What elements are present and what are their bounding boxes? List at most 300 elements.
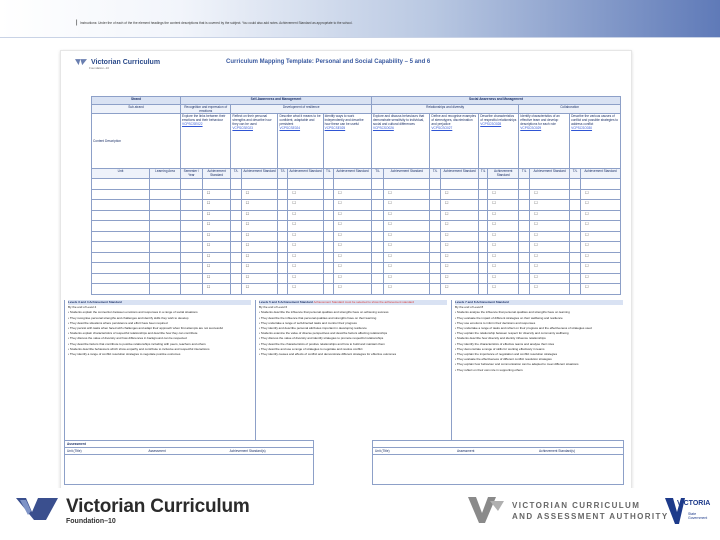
table-cell xyxy=(181,242,203,253)
content-desc-label: Content Description xyxy=(92,114,181,169)
table-cell xyxy=(323,242,333,253)
table-cell xyxy=(202,179,231,190)
tick-checkbox[interactable]: ☐ xyxy=(288,273,323,284)
tick-checkbox[interactable]: ☐ xyxy=(334,231,372,242)
vic-state-1: State xyxy=(688,512,697,516)
tick-checkbox[interactable]: ☐ xyxy=(488,221,519,232)
sub-col-header: Achievement Standard xyxy=(530,169,570,179)
table-cell xyxy=(231,200,241,211)
vcaa-logo-icon xyxy=(468,497,504,523)
standard-item: • Students describe the influence that personal qualities and strengths have on achieving success xyxy=(259,310,447,315)
table-cell xyxy=(231,284,241,295)
table-row xyxy=(92,252,621,263)
table-cell xyxy=(430,179,441,190)
tick-checkbox[interactable]: ☐ xyxy=(202,200,231,211)
content-desc-cell xyxy=(323,114,371,169)
table-cell xyxy=(430,252,441,263)
content-desc-cell xyxy=(430,114,479,169)
tick-checkbox[interactable]: ☐ xyxy=(384,231,430,242)
instructions xyxy=(76,20,560,26)
col-unit: Unit xyxy=(92,169,150,179)
table-row xyxy=(92,221,621,232)
tick-checkbox[interactable]: ☐ xyxy=(202,242,231,253)
table-cell xyxy=(479,231,488,242)
sub-col-header: Achievement Standard xyxy=(384,169,430,179)
content-desc-cell xyxy=(371,114,429,169)
table-row xyxy=(92,242,621,253)
sub-col-header: T/L xyxy=(371,169,383,179)
table-cell xyxy=(430,263,441,274)
level-3-4-panel xyxy=(64,300,254,440)
tick-checkbox[interactable]: ☐ xyxy=(202,284,231,295)
table-cell xyxy=(92,189,150,200)
assessment-right-col: Assessment xyxy=(457,449,475,453)
table-cell xyxy=(479,284,488,295)
table-cell xyxy=(92,284,150,295)
table-cell xyxy=(570,200,581,211)
content-desc-text: Describe the various causes of conflict and possible strategies to address conflict xyxy=(571,114,619,126)
table-cell xyxy=(384,179,430,190)
sub-col-header: T/L xyxy=(231,169,241,179)
table-cell xyxy=(519,189,530,200)
standard-item: • They explain the relationship between respect for diversity and community wellbeing xyxy=(455,331,623,336)
tick-checkbox[interactable]: ☐ xyxy=(288,263,323,274)
tick-checkbox[interactable]: ☐ xyxy=(530,263,570,274)
tick-checkbox[interactable]: ☐ xyxy=(202,231,231,242)
content-desc-cell xyxy=(570,114,621,169)
tick-checkbox[interactable]: ☐ xyxy=(202,221,231,232)
table-cell xyxy=(278,284,288,295)
table-cell xyxy=(288,179,323,190)
table-cell xyxy=(519,231,530,242)
sub-col-header: Achievement Standard xyxy=(488,169,519,179)
table-cell xyxy=(519,200,530,211)
standard-item: • They undertake a range of tasks and reflect on their progress and the effectiveness of strategies used xyxy=(455,326,623,331)
table-cell xyxy=(430,221,441,232)
tick-checkbox[interactable]: ☐ xyxy=(241,200,278,211)
standard-item: • They discuss the value of diversity and identify strategies to promote respectful relationships xyxy=(259,336,447,341)
table-cell xyxy=(570,231,581,242)
standard-item: • They explain how behaviour and communication can be adapted to meet different situations xyxy=(455,362,623,367)
tick-checkbox[interactable]: ☐ xyxy=(384,242,430,253)
tick-checkbox[interactable]: ☐ xyxy=(202,189,231,200)
standard-item: • They describe factors that contribute to positive relationships including with peers, teachers and others xyxy=(68,342,251,347)
table-cell xyxy=(181,221,203,232)
tick-checkbox[interactable]: ☐ xyxy=(384,263,430,274)
standard-item: • Students explain the connection between emotions and responses in a range of social situations xyxy=(68,310,251,315)
standard-item: • They identify and describe personal attributes important in developing resilience xyxy=(259,326,447,331)
top-rule xyxy=(0,37,720,38)
assessment-left-title: Assessment xyxy=(65,441,313,448)
tick-checkbox[interactable]: ☐ xyxy=(202,263,231,274)
tick-checkbox[interactable]: ☐ xyxy=(384,189,430,200)
tick-checkbox[interactable]: ☐ xyxy=(440,252,478,263)
content-desc-text: Identify ways to work independently and describe how these can be useful xyxy=(324,114,364,126)
vic-state xyxy=(688,512,707,520)
table-cell xyxy=(580,179,620,190)
table-cell xyxy=(570,210,581,221)
tick-checkbox[interactable]: ☐ xyxy=(440,242,478,253)
tick-checkbox[interactable]: ☐ xyxy=(530,231,570,242)
table-cell xyxy=(150,242,181,253)
tick-checkbox[interactable]: ☐ xyxy=(241,210,278,221)
table-row xyxy=(92,263,621,274)
tick-checkbox[interactable]: ☐ xyxy=(334,263,372,274)
table-cell xyxy=(150,200,181,211)
sub-col-header: Achievement Standard xyxy=(241,169,278,179)
tick-checkbox[interactable]: ☐ xyxy=(384,273,430,284)
table-cell xyxy=(231,189,241,200)
tick-checkbox[interactable]: ☐ xyxy=(334,189,372,200)
vcaa-text xyxy=(512,500,669,522)
table-cell xyxy=(371,210,383,221)
strand-label: Strand xyxy=(92,97,181,105)
table-cell xyxy=(430,189,441,200)
content-desc-text: Describe what it means to be confident, adaptable and persistent xyxy=(279,114,321,126)
top-gradient-band xyxy=(0,0,720,38)
table-row xyxy=(92,200,621,211)
table-cell xyxy=(181,231,203,242)
tick-checkbox[interactable]: ☐ xyxy=(580,210,620,221)
tick-checkbox[interactable]: ☐ xyxy=(288,221,323,232)
table-cell xyxy=(231,273,241,284)
tick-checkbox[interactable]: ☐ xyxy=(288,242,323,253)
content-desc-code-link[interactable]: VCPSCSE022 xyxy=(182,122,203,126)
table-cell xyxy=(181,263,203,274)
standard-item: • They explain the importance of negotiation and conflict resolution strategies xyxy=(455,352,623,357)
table-cell xyxy=(323,284,333,295)
level-5-6-warning: Achievement Standard must be selected to show the achievement standard xyxy=(313,300,414,304)
table-cell xyxy=(150,231,181,242)
standard-item: • They use emotions to inform their decisions and responses xyxy=(455,321,623,326)
tick-checkbox[interactable]: ☐ xyxy=(241,231,278,242)
table-cell xyxy=(519,179,530,190)
table-cell xyxy=(150,221,181,232)
sub-col-header: Achievement Standard xyxy=(288,169,323,179)
content-desc-code-link[interactable]: VCPSCSO029 xyxy=(520,126,542,130)
assessment-right-col: Unit (Title) xyxy=(375,449,390,453)
table-cell xyxy=(570,284,581,295)
tick-checkbox[interactable]: ☐ xyxy=(241,252,278,263)
tick-checkbox[interactable]: ☐ xyxy=(241,221,278,232)
table-cell xyxy=(479,221,488,232)
table-cell xyxy=(371,189,383,200)
tick-checkbox[interactable]: ☐ xyxy=(384,221,430,232)
table-cell xyxy=(231,242,241,253)
strand-a: Self-Awareness and Management xyxy=(181,97,372,105)
tick-checkbox[interactable]: ☐ xyxy=(488,252,519,263)
tick-checkbox[interactable]: ☐ xyxy=(241,273,278,284)
sub-col-header: T/L xyxy=(570,169,581,179)
tick-checkbox[interactable]: ☐ xyxy=(288,189,323,200)
table-cell xyxy=(92,200,150,211)
table-cell xyxy=(92,252,150,263)
table-cell xyxy=(181,210,203,221)
standard-item: • They describe and use a range of strategies to negotiate and resolve conflict xyxy=(259,347,447,352)
sub-strand-3: Relationships and diversity xyxy=(371,105,518,114)
standard-item: • They persist with tasks when faced with challenges and adapt their approach when first attempts are not successful xyxy=(68,326,251,331)
tick-checkbox[interactable]: ☐ xyxy=(384,284,430,295)
table-cell xyxy=(278,200,288,211)
tick-checkbox[interactable]: ☐ xyxy=(530,210,570,221)
table-cell xyxy=(181,252,203,263)
sub-col-header: T/L xyxy=(479,169,488,179)
tick-checkbox[interactable]: ☐ xyxy=(580,242,620,253)
table-cell xyxy=(371,263,383,274)
table-cell xyxy=(231,231,241,242)
table-cell xyxy=(371,221,383,232)
table-cell xyxy=(530,179,570,190)
tick-checkbox[interactable]: ☐ xyxy=(384,210,430,221)
tick-checkbox[interactable]: ☐ xyxy=(288,284,323,295)
table-cell xyxy=(150,252,181,263)
tick-checkbox[interactable]: ☐ xyxy=(488,284,519,295)
tick-checkbox[interactable]: ☐ xyxy=(241,284,278,295)
sub-col-header: Achievement Standard xyxy=(440,169,478,179)
tick-checkbox[interactable]: ☐ xyxy=(334,210,372,221)
table-row xyxy=(92,231,621,242)
table-cell xyxy=(519,221,530,232)
sub-strand-4: Collaboration xyxy=(519,105,621,114)
tick-checkbox[interactable]: ☐ xyxy=(241,263,278,274)
table-cell xyxy=(479,242,488,253)
table-cell xyxy=(479,263,488,274)
tick-checkbox[interactable]: ☐ xyxy=(488,210,519,221)
tick-checkbox[interactable]: ☐ xyxy=(384,200,430,211)
table-cell xyxy=(92,263,150,274)
tick-checkbox[interactable]: ☐ xyxy=(580,284,620,295)
table-cell xyxy=(371,242,383,253)
tick-checkbox[interactable]: ☐ xyxy=(288,200,323,211)
table-cell xyxy=(430,200,441,211)
table-cell xyxy=(430,210,441,221)
tick-checkbox[interactable]: ☐ xyxy=(530,273,570,284)
tick-checkbox[interactable]: ☐ xyxy=(288,210,323,221)
tick-checkbox[interactable]: ☐ xyxy=(530,242,570,253)
assessment-left-cols xyxy=(65,448,313,455)
tick-checkbox[interactable]: ☐ xyxy=(580,189,620,200)
tick-checkbox[interactable]: ☐ xyxy=(488,189,519,200)
tick-checkbox[interactable]: ☐ xyxy=(580,200,620,211)
content-desc-cell xyxy=(519,114,570,169)
table-cell xyxy=(371,284,383,295)
table-cell xyxy=(479,252,488,263)
tick-checkbox[interactable]: ☐ xyxy=(440,231,478,242)
content-desc-text: Explore the links between their emotions and their behaviour xyxy=(182,114,226,122)
instructions-text: Instructions: Under the of each of the the element headings the content descriptions that is covered by the subject. You could also add notes. Achievement Standard as appropriate to the school. xyxy=(80,21,353,25)
standard-item: • They describe the influence that personal qualities and strengths have on their learning xyxy=(259,316,447,321)
table-cell xyxy=(323,273,333,284)
tick-checkbox[interactable]: ☐ xyxy=(202,252,231,263)
assessment-left-col: Unit (Title) xyxy=(67,449,82,453)
content-desc-code-link[interactable]: VCPSCSO027 xyxy=(431,126,453,130)
table-cell xyxy=(323,231,333,242)
level-7-8-panel xyxy=(451,300,626,440)
table-cell xyxy=(430,273,441,284)
standard-item: • They reflect on their own role in supporting others xyxy=(455,368,623,373)
table-cell xyxy=(150,284,181,295)
vic-word: VICTORIA xyxy=(677,500,711,507)
table-cell xyxy=(231,179,241,190)
table-cell xyxy=(323,179,333,190)
standard-item: • They demonstrate a range of skills for working effectively in teams xyxy=(455,347,623,352)
table-cell xyxy=(430,231,441,242)
level-3-4-title: Levels 3 and 4 Achievement Standard xyxy=(68,300,251,305)
tick-checkbox[interactable]: ☐ xyxy=(580,273,620,284)
table-cell xyxy=(278,263,288,274)
tick-checkbox[interactable]: ☐ xyxy=(580,252,620,263)
content-desc-code-link[interactable]: VCPSCSE023 xyxy=(232,126,253,130)
tick-checkbox[interactable]: ☐ xyxy=(488,242,519,253)
level-7-8-title: Levels 7 and 8 Achievement Standard xyxy=(455,300,623,305)
table-row xyxy=(92,284,621,295)
table-cell xyxy=(323,221,333,232)
table-cell xyxy=(479,179,488,190)
tick-checkbox[interactable]: ☐ xyxy=(488,273,519,284)
tick-checkbox[interactable]: ☐ xyxy=(241,242,278,253)
standard-item: • Students explain characteristics of respectful relationships and describe how they can contribute xyxy=(68,331,251,336)
table-cell xyxy=(323,210,333,221)
tick-checkbox[interactable]: ☐ xyxy=(288,252,323,263)
table-row xyxy=(92,210,621,221)
tick-checkbox[interactable]: ☐ xyxy=(530,252,570,263)
table-cell xyxy=(231,210,241,221)
vcaa-line-2: AND ASSESSMENT AUTHORITY xyxy=(512,512,669,521)
tick-checkbox[interactable]: ☐ xyxy=(288,231,323,242)
sub-strand-label: Sub-strand xyxy=(92,105,181,114)
tick-checkbox[interactable]: ☐ xyxy=(580,221,620,232)
standard-item: • They undertake a range of self-directed tasks and monitor their progress xyxy=(259,321,447,326)
tick-checkbox[interactable]: ☐ xyxy=(440,221,478,232)
content-desc-cell xyxy=(479,114,519,169)
doc-title: Curriculum Mapping Template: Personal and Social Capability – 5 and 6 xyxy=(226,59,431,65)
tick-checkbox[interactable]: ☐ xyxy=(334,252,372,263)
assessment-right-cols xyxy=(373,448,623,455)
tick-checkbox[interactable]: ☐ xyxy=(440,273,478,284)
standard-item: • They discuss the value of diversity and how differences in background can be respected xyxy=(68,336,251,341)
tick-checkbox[interactable]: ☐ xyxy=(440,284,478,295)
table-cell xyxy=(488,179,519,190)
table-row xyxy=(92,189,621,200)
table-cell xyxy=(231,252,241,263)
table-cell xyxy=(181,200,203,211)
table-cell xyxy=(231,263,241,274)
tick-checkbox[interactable]: ☐ xyxy=(384,252,430,263)
doc-logo xyxy=(75,59,160,70)
standard-item: • They identify the characteristics of effective teams and analyse their roles xyxy=(455,342,623,347)
text-cursor-icon: | xyxy=(76,20,78,26)
content-desc-code-link[interactable]: VCPSCSO028 xyxy=(480,122,502,126)
sub-strand-2: Development of resilience xyxy=(231,105,372,114)
tick-checkbox[interactable]: ☐ xyxy=(440,263,478,274)
content-desc-text: Describe characteristics of respectful relationships xyxy=(480,114,517,122)
content-desc-code-link[interactable]: VCPSCSO030 xyxy=(571,126,593,130)
vc-sub: Foundation–10 xyxy=(66,518,116,525)
tick-checkbox[interactable]: ☐ xyxy=(488,263,519,274)
table-cell xyxy=(570,189,581,200)
table-cell xyxy=(570,221,581,232)
tick-checkbox[interactable]: ☐ xyxy=(530,200,570,211)
table-cell xyxy=(278,210,288,221)
table-cell xyxy=(371,252,383,263)
sub-col-header: Achievement Standard xyxy=(202,169,231,179)
table-cell xyxy=(150,273,181,284)
tick-checkbox[interactable]: ☐ xyxy=(530,189,570,200)
table-cell xyxy=(519,242,530,253)
tick-checkbox[interactable]: ☐ xyxy=(488,200,519,211)
standard-item: • Students describe behaviours which show empathy and contribute to inclusive and respectful interactions xyxy=(68,347,251,352)
table-cell xyxy=(92,210,150,221)
tick-checkbox[interactable]: ☐ xyxy=(241,189,278,200)
doc-logo-sub: Foundation–10 xyxy=(89,66,110,70)
vcaa-line-1: VICTORIAN CURRICULUM xyxy=(512,501,641,510)
tick-checkbox[interactable]: ☐ xyxy=(440,189,478,200)
level-3-4-sub: By the end of Level 4 xyxy=(68,305,97,310)
table-cell xyxy=(570,263,581,274)
tick-checkbox[interactable]: ☐ xyxy=(530,221,570,232)
assessment-right-col: Achievement Standard(s) xyxy=(539,449,575,453)
content-desc-cell xyxy=(231,114,278,169)
content-desc-code-link[interactable]: VCPSCSE024 xyxy=(279,126,301,130)
level-5-6-title-text: Levels 5 and 6 Achievement Standard xyxy=(259,300,313,304)
vc-title: Victorian Curriculum xyxy=(66,496,250,517)
tick-checkbox[interactable]: ☐ xyxy=(202,273,231,284)
level-5-6-sub: By the end of Level 6 xyxy=(259,305,288,310)
table-cell xyxy=(570,252,581,263)
sub-col-header: Achievement Standard xyxy=(334,169,372,179)
standard-item: • Students examine the value of diverse perspectives and describe factors affecting relationships xyxy=(259,331,447,336)
tick-checkbox[interactable]: ☐ xyxy=(530,284,570,295)
table-row xyxy=(92,179,621,190)
content-desc-cell xyxy=(278,114,323,169)
vic-state-2: Government xyxy=(688,516,708,520)
table-cell xyxy=(278,242,288,253)
table-cell xyxy=(334,179,372,190)
tick-checkbox[interactable]: ☐ xyxy=(488,231,519,242)
tick-checkbox[interactable]: ☐ xyxy=(334,273,372,284)
strand-b: Social Awareness and Management xyxy=(371,97,620,105)
tick-checkbox[interactable]: ☐ xyxy=(334,221,372,232)
table-cell xyxy=(92,273,150,284)
assessment-left-col: Achievement Standard(s) xyxy=(229,449,266,453)
tick-checkbox[interactable]: ☐ xyxy=(334,284,372,295)
tick-checkbox[interactable]: ☐ xyxy=(334,200,372,211)
col-learning: Learning Area xyxy=(150,169,181,179)
sub-col-header: T/L xyxy=(430,169,441,179)
tick-checkbox[interactable]: ☐ xyxy=(580,231,620,242)
content-desc-text: Define and recognise examples of stereotypes, discrimination and prejudice xyxy=(431,114,477,126)
tick-checkbox[interactable]: ☐ xyxy=(202,210,231,221)
table-cell xyxy=(278,273,288,284)
table-cell xyxy=(92,242,150,253)
tick-checkbox[interactable]: ☐ xyxy=(440,210,478,221)
sub-col-header: T/L xyxy=(519,169,530,179)
table-cell xyxy=(430,242,441,253)
table-cell xyxy=(231,221,241,232)
table-cell xyxy=(479,200,488,211)
table-cell xyxy=(92,179,150,190)
table-cell xyxy=(371,231,383,242)
standard-item: • They evaluate the impact of different strategies on their wellbeing and resilience xyxy=(455,316,623,321)
content-desc-code-link[interactable]: VCPSCSO026 xyxy=(372,126,394,130)
tick-checkbox[interactable]: ☐ xyxy=(440,200,478,211)
table-cell xyxy=(519,284,530,295)
content-desc-code-link[interactable]: VCPSCSE025 xyxy=(324,126,346,130)
tick-checkbox[interactable]: ☐ xyxy=(580,263,620,274)
table-cell xyxy=(519,263,530,274)
table-cell xyxy=(92,231,150,242)
tick-checkbox[interactable]: ☐ xyxy=(334,242,372,253)
